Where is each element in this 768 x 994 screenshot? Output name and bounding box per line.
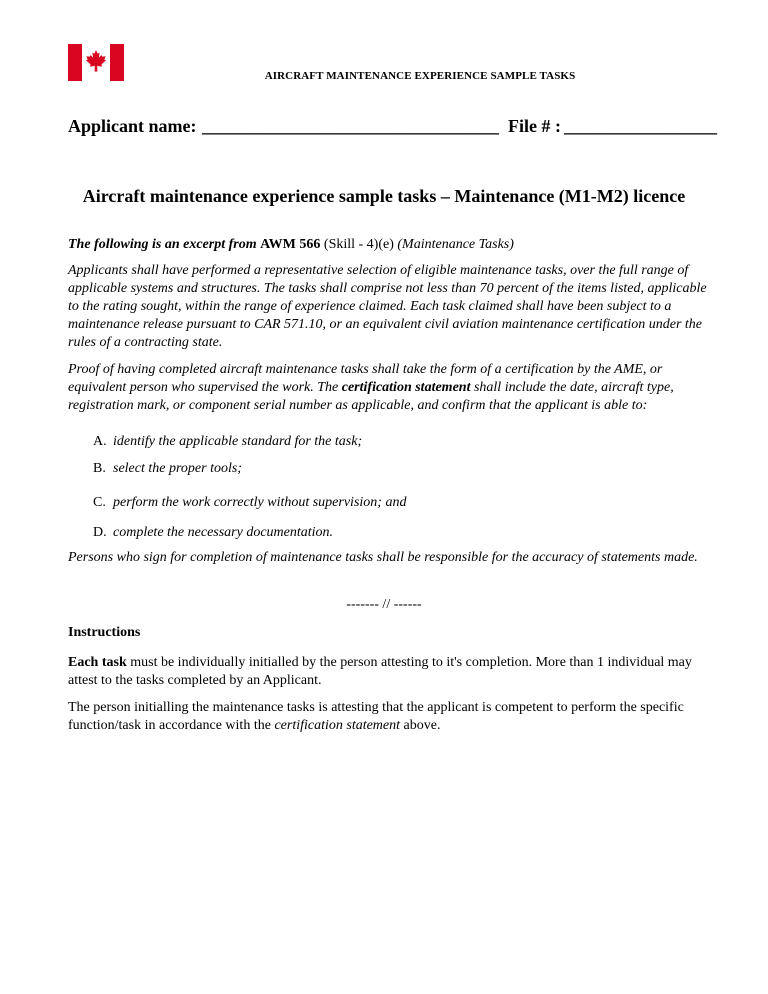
certification-statement-reference: certification statement [274, 718, 401, 733]
excerpt-skill: (Skill - 4)(e) [323, 237, 394, 252]
list-item-c [93, 494, 406, 512]
list-text: complete the necessary documentation. [113, 525, 334, 540]
list-item-b [93, 460, 242, 478]
paragraph-requirements: Applicants shall have performed a representative selection of eligible maintenance tasks, over the full range of applicable systems and structures. The tasks shall comprise not less than 70 percent of the items listed, applicable to the rating sought, within the range of experience claimed. Each task claimed shall have been subject to a maintenance release pursuant to CAR 571.10, or an equivalent civil aviation maintenance certification under the rules of a contracting state. [68, 263, 707, 350]
paragraph-proof-before: Proof of having completed aircraft maintenance tasks shall take the form of a certification by the AME, or equivalent person who supervised the work. The [68, 362, 663, 395]
document-title: Aircraft maintenance experience sample tasks – Maintenance (M1-M2) licence [82, 186, 686, 206]
excerpt-line [68, 236, 718, 254]
list-letter: A. [93, 434, 107, 449]
excerpt-reference: AWM 566 [260, 237, 321, 252]
list-letter: B. [93, 461, 106, 476]
instructions-paragraph-2 [68, 699, 718, 735]
instructions-paragraph-1 [68, 654, 718, 690]
instructions-paragraph-2-before: The person initialling the maintenance tasks is attesting that the applicant is competent to perform the specific function/task in accordance with the [68, 700, 684, 733]
paragraph-responsibility: Persons who sign for completion of maintenance tasks shall be responsible for the accuracy of statements made. [68, 550, 698, 565]
paragraph-proof [68, 361, 718, 415]
certification-statement-emphasis: certification statement [341, 380, 471, 395]
applicant-name-blank: _________________________________ [202, 116, 499, 136]
header-title: AIRCRAFT MAINTENANCE EXPERIENCE SAMPLE TASKS [264, 70, 576, 82]
instructions-paragraph-1-text: must be individually initialled by the person attesting to it's completion. More than 1 individual may attest to the tasks completed by an Applicant. [68, 655, 692, 688]
list-text: identify the applicable standard for the task; [113, 434, 363, 449]
excerpt-section: (Maintenance Tasks) [397, 237, 514, 252]
list-text: select the proper tools; [113, 461, 242, 476]
instructions-paragraph-2-after: above. [403, 718, 441, 733]
list-text: perform the work correctly without supervision; and [113, 495, 407, 510]
section-separator: ------- // ------ [346, 597, 422, 612]
list-letter: C. [93, 495, 106, 510]
list-item-d [93, 524, 333, 542]
file-number-blank: _________________ [564, 116, 717, 136]
instructions-heading: Instructions [68, 625, 141, 640]
each-task-emphasis: Each task [68, 655, 127, 670]
paragraph-proof-after: shall include the date, aircraft type, registration mark, or component serial number as applicable, and confirm that the applicant is able to: [68, 380, 674, 413]
excerpt-lead: The following is an excerpt from [68, 237, 257, 252]
list-letter: D. [93, 525, 107, 540]
file-number-label: File # : [508, 116, 561, 136]
list-item-a [93, 433, 362, 451]
applicant-name-label: Applicant name: [68, 116, 197, 136]
